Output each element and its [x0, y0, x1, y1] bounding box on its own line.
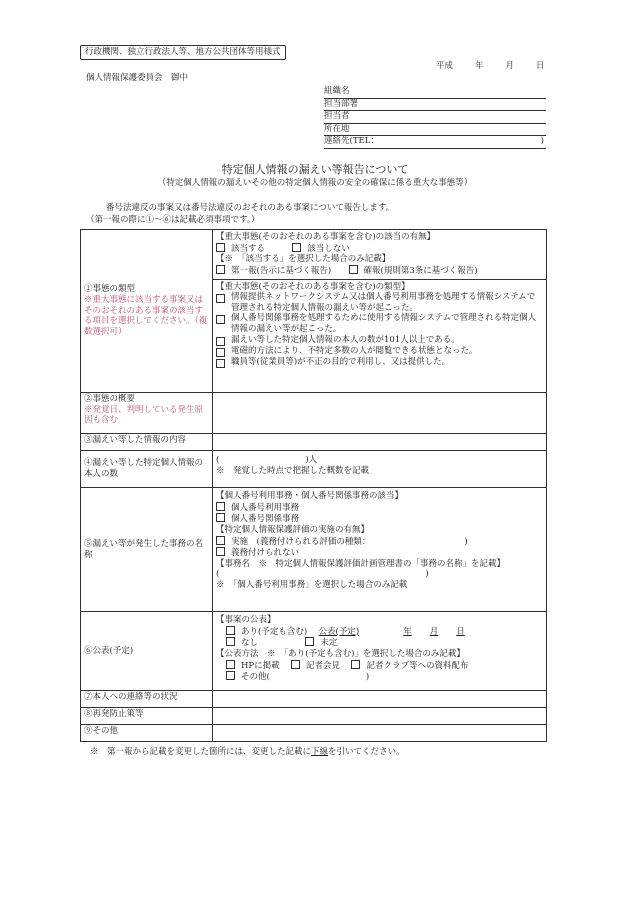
row2-label-note: ※発覚日、判明している発生原因も含む [84, 404, 204, 426]
document-subtitle: （特定個人情報の漏えいその他の特定個人情報の安全の確保に係る重大な事態等） [157, 178, 473, 188]
list-item [216, 335, 543, 346]
table-row [81, 612, 547, 691]
checkbox[interactable] [226, 637, 235, 646]
option-label: 記者クラブ等への資料配布 [366, 660, 469, 671]
row1-content-cell [213, 230, 547, 393]
table-row [81, 708, 547, 725]
row5-h3: 【事務名 ※ 特定個人情報保護評価計画管理書の「事務の名称」を記載】 [216, 558, 506, 569]
option-label: その他( [241, 672, 270, 683]
footer-underline-word: 下線 [311, 747, 329, 757]
row5-name-field[interactable] [216, 569, 543, 580]
table-row [81, 230, 547, 393]
option-label: 個人番号関係事務 [231, 514, 300, 525]
row4-open: ( [216, 455, 220, 465]
option-label: 義務付けられない [231, 548, 300, 559]
checkbox[interactable] [216, 502, 225, 511]
row5-paren-open: ( [216, 569, 220, 580]
sender-org-field[interactable] [324, 86, 546, 99]
row5-h2: 【特定個人情報保護評価の実施の有無】 [216, 524, 370, 535]
checkbox[interactable] [216, 359, 225, 368]
list-item [216, 292, 543, 313]
option-label: 個人番号利用事務 [231, 502, 300, 513]
date-year: 年 [475, 61, 484, 71]
sender-person-field[interactable] [324, 111, 546, 124]
checkbox[interactable] [226, 626, 235, 635]
footer-post: を引いてください。 [328, 747, 405, 757]
pub-date-field[interactable] [319, 627, 465, 637]
row4-close: )人 [305, 455, 318, 465]
row2-label-cell [81, 393, 213, 434]
list-item [216, 357, 543, 368]
checkbox[interactable] [351, 660, 360, 669]
row9-label-cell: ⑨その他 [81, 725, 213, 742]
pub-day: 日 [456, 626, 465, 637]
row1-s1-heading: 【重大事態(そのおそれのある事案を含む)の該当の有無】 [216, 232, 436, 242]
row6-content-cell [213, 612, 547, 691]
table-row [81, 725, 547, 742]
row2-label-title: ②事態の概要 [84, 394, 136, 404]
sender-block [324, 86, 546, 149]
checkbox[interactable] [291, 660, 300, 669]
report-date [436, 61, 545, 72]
sender-dept-field[interactable] [324, 99, 546, 112]
checkbox[interactable] [292, 243, 301, 252]
list-item-label: 情報提供ネットワークシステム又は個人番号利用事務を処理する情報システムで管理される特定個人情報の漏えい等が起こった。 [231, 292, 536, 313]
row1-label-note: ※重大事態に該当する事案又はそのおそれのある事案の該当する項目を選択してください。（複数選択可） [84, 295, 208, 337]
row6-m4-close: ) [365, 672, 370, 683]
row1-s2-heading: 【重大事態(そのおそれのある事案を含む)の類型】 [216, 281, 410, 292]
sender-address-label: 所在地 [324, 123, 350, 134]
date-day: 日 [536, 61, 545, 71]
date-month: 月 [505, 61, 515, 71]
checkbox[interactable] [226, 660, 235, 669]
checkbox[interactable] [226, 671, 235, 680]
form-type-label: 行政機関、独立行政法人等、地方公共団体等用様式 [80, 45, 286, 60]
row7-content-cell[interactable] [213, 691, 547, 708]
sender-org-label: 組織名 [324, 86, 350, 96]
row1-s1-report-type [216, 265, 543, 277]
row6-h1: 【事案の公表】 [216, 615, 276, 625]
row1-s1-options [216, 243, 543, 255]
row1-label-cell [81, 230, 213, 393]
checkbox[interactable] [216, 294, 225, 303]
footer-note [90, 747, 405, 758]
sender-address-field[interactable] [324, 124, 546, 137]
sender-contact-close: ) [540, 136, 544, 146]
table-row [81, 393, 547, 434]
checkbox[interactable] [216, 315, 225, 324]
option-label: なし [241, 638, 259, 649]
option-label: あり(予定も含む) [241, 626, 308, 637]
row5-o3-close: ) [464, 536, 468, 547]
checkbox[interactable] [349, 265, 358, 274]
row4-note: ※ 発覚した時点で把握した概数を記載 [216, 465, 370, 476]
option-label: 実施 (義務付けられる評価の種類： [231, 536, 371, 547]
document-title: 特定個人情報の漏えい等報告について [221, 163, 409, 176]
table-row [81, 488, 547, 612]
footer-pre: ※ 第一報から記載を変更した箇所には、変更した記載に [90, 747, 312, 757]
pub-year: 年 [403, 626, 412, 637]
table-row [81, 434, 547, 451]
sender-person-label: 担当者 [324, 111, 350, 121]
intro-required-note: （第一報の際に①～⑥は記載必須事項です。） [86, 215, 260, 225]
row1-s2-list [216, 292, 543, 368]
pub-month: 月 [429, 626, 439, 637]
row3-content-cell[interactable] [213, 434, 547, 451]
intro-statement: 番号法違反の事案又は番号法違反のおそれのある事案について報告します。 [106, 203, 395, 213]
list-item-label: 電磁的方法により、不特定多数の人が閲覧できる状態となった。 [231, 345, 478, 356]
row8-content-cell[interactable] [213, 708, 547, 725]
checkbox[interactable] [216, 243, 225, 252]
report-table [80, 229, 547, 742]
row1-s1-note: 【※ 「該当する」を選択した場合のみ記載】 [216, 254, 391, 265]
sender-contact-field[interactable] [324, 136, 546, 149]
option-label: 該当する [231, 243, 266, 254]
table-row [81, 691, 547, 708]
checkbox[interactable] [305, 637, 314, 646]
option-label: 記者会見 [306, 660, 341, 671]
checkbox[interactable] [216, 536, 225, 545]
list-item [216, 346, 543, 357]
row5-paren-close: ) [425, 569, 429, 580]
list-item-label: 個人番号関係事務を処理するために使用する情報システムで管理される特定個人情報の漏えい等が起こった。 [231, 313, 537, 334]
checkbox[interactable] [216, 348, 225, 357]
row1-label-title: ①事態の類型 [84, 284, 136, 295]
row4-content-cell [213, 451, 547, 488]
list-item [216, 313, 543, 334]
row3-label-cell: ③漏えい等した情報の内容 [81, 434, 213, 451]
checkbox[interactable] [216, 337, 225, 346]
checkbox[interactable] [216, 513, 225, 522]
option-label: HPに掲載 [241, 660, 280, 671]
option-label: 未定 [320, 638, 338, 649]
row7-label-cell: ⑦本人への連絡等の状況 [81, 691, 213, 708]
list-item-label: 漏えい等した特定個人情報の本人の数が101人以上である。 [231, 334, 460, 345]
row8-label-cell: ⑧再発防止策等 [81, 708, 213, 725]
date-era: 平成 [436, 61, 454, 71]
option-label: 確報(規則第3条に基づく報告) [363, 265, 478, 276]
list-item-label: 職員等(従業員等)が不正の目的で利用し、又は提供した。 [231, 356, 451, 367]
pub-date-label: 公表(予定) [318, 626, 360, 637]
row6-label-cell: ⑥公表(予定) [81, 612, 213, 691]
checkbox[interactable] [216, 547, 225, 556]
addressee: 個人情報保護委員会 御中 [86, 73, 189, 83]
row5-content-cell [213, 488, 547, 612]
row5-label-cell: ⑤漏えい等が発生した事務の名称 [81, 488, 213, 612]
row9-content-cell[interactable] [213, 725, 547, 742]
row2-content-cell[interactable] [213, 393, 547, 434]
sender-contact-label: 連絡先(TEL： [324, 136, 379, 146]
checkbox[interactable] [216, 265, 225, 274]
row5-h1: 【個人番号利用事務・個人番号関係事務の該当】 [216, 491, 404, 501]
sender-dept-label: 担当部署 [324, 98, 359, 109]
option-label: 該当しない [307, 243, 350, 254]
option-label: 第一報(告示に基づく報告) [231, 265, 332, 276]
row5-note: ※ 「個人番号利用事務」を選択した場合のみ記載 [216, 580, 408, 590]
table-row [81, 451, 547, 488]
row4-label-cell: ④漏えい等した特定個人情報の本人の数 [81, 451, 213, 488]
row6-h2: 【公表方法 ※ 「あり(予定も含む)」を選択した場合のみ記載】 [216, 648, 465, 659]
